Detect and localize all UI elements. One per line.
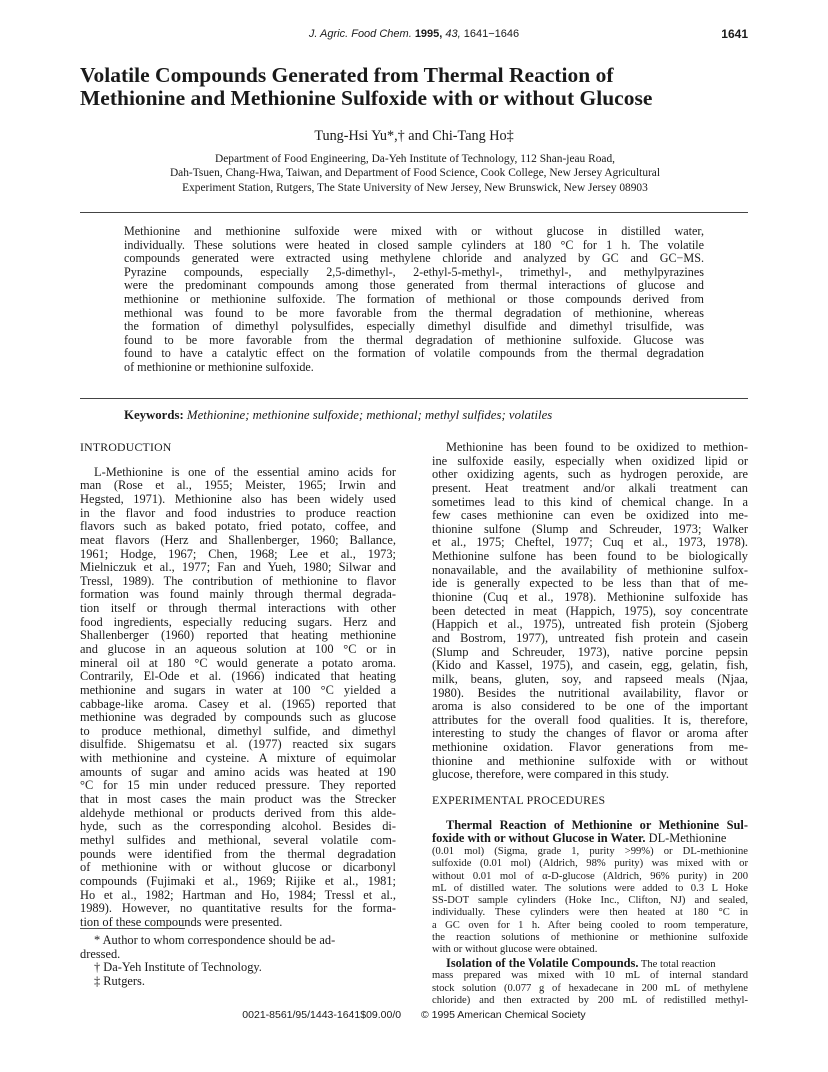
text-line: without 0.01 mol of α-D-glucose (Aldrich, 96% purity) in 200 bbox=[432, 870, 748, 882]
text-line: ide is generally expected to be less than that of me- bbox=[432, 576, 748, 591]
text-line: Shallenberger (1960) reported that heating methionine bbox=[80, 628, 396, 643]
text-line: been detected in meat (Happich, 1975), soy concentrate bbox=[432, 603, 748, 618]
abstract-line: the formation of dimethyl polysulfides, especially dimethyl disulfide and dimethyl trisulfide, was bbox=[124, 319, 704, 334]
text-line: few cases methionine can even be oxidized into me- bbox=[432, 508, 748, 523]
abstract-line: individually. These solutions were heated in closed sample cylinders at 180 °C for 1 h. The volatile bbox=[124, 237, 704, 252]
title-line: Volatile Compounds Generated from Thermal Reaction of bbox=[80, 63, 614, 87]
text-line: methionine and sugars in water at 100 °C yielded a bbox=[80, 682, 396, 697]
footnote-line: * Author to whom correspondence should be ad- bbox=[94, 933, 336, 947]
text-line: a GC oven for 1 h. After being cooled to room temperature, bbox=[432, 919, 748, 931]
abstract-line: Pyrazine compounds, especially 2,5-dimethyl-, 2-ethyl-5-methyl-, trimethyl-, and methylpyrazines bbox=[124, 264, 704, 279]
subsection-heading-thermal-reaction: Thermal Reaction of Methionine or Methionine Sul- bbox=[446, 817, 748, 832]
text-line: Methionine sulfone has been found to be biologically bbox=[432, 549, 748, 564]
journal-year: 1995, bbox=[414, 28, 443, 40]
journal-volume: 43, bbox=[445, 28, 461, 40]
text-line: L-Methionine is one of the essential amino acids for bbox=[94, 464, 396, 479]
text-line: flavors such as baked potato, fried potato, coffee, and bbox=[80, 519, 396, 534]
title-line: Methionine and Methionine Sulfoxide with or without Glucose bbox=[80, 86, 653, 110]
text-line: Hegsted, 1971). Methionine also has been widely used bbox=[80, 491, 396, 506]
text-line: interesting to study the changes of flavor or aroma after bbox=[432, 726, 748, 741]
text-line: compounds (Fujimaki et al., 1969; Rijike et al., 1981; bbox=[80, 873, 396, 888]
text-line: the reaction solutions of methionine or methionine sulfoxide bbox=[432, 932, 748, 944]
text-line: stock solution (0.077 g of hexadecane in 200 mL of methylene bbox=[432, 982, 748, 994]
keywords bbox=[124, 408, 724, 423]
abstract bbox=[124, 225, 704, 375]
text-line: aroma is also considered to be one of the important bbox=[432, 699, 748, 714]
text-line: Mielniczuk et al., 1977; Fan and Yueh, 1980; Silwar and bbox=[80, 560, 396, 575]
affiliation-line: Experiment Station, Rutgers, The State University of New Jersey, New Brunswick, New Jersey 08903 bbox=[182, 181, 648, 194]
journal-pages: 1641−1646 bbox=[463, 28, 520, 40]
text-line: milk, beans, gluten, soy, and rapseed meals (Njaa, bbox=[432, 671, 748, 686]
text-line: hyde, such as the corresponding alcohol. Besides di- bbox=[80, 819, 396, 834]
subsection-heading-line: foxide with or without Glucose in Water. DL-Methionine bbox=[432, 831, 727, 846]
text-line: chloride) and then extracted by 200 mL of redistilled methyl- bbox=[432, 994, 748, 1006]
subsection-heading-isolation: Isolation of the Volatile Compounds. The total reaction bbox=[446, 955, 716, 970]
keywords-label: Keywords: bbox=[124, 408, 184, 422]
text-line: amounts of sugar and amino acids was heated at 190 bbox=[80, 764, 396, 779]
text-line: in the flavor and food industries to produce reaction bbox=[80, 505, 396, 520]
text-line: mass prepared was mixed with 10 mL of internal standard bbox=[432, 970, 748, 982]
text-line: nonavailable, and the availability of methionine sulfox- bbox=[432, 562, 748, 577]
copyright-notice: © 1995 American Chemical Society bbox=[420, 1009, 586, 1021]
text-line: thionine sulfone (Slump and Schreuder, 1973; Walker bbox=[432, 521, 748, 536]
text-line: (Happich et al., 1975), untreated fish protein (Sjoberg bbox=[432, 617, 748, 632]
right-column bbox=[432, 441, 748, 1007]
abstract-line: methional was found to be more favorable from the thermal degradation of methionine, whereas bbox=[124, 305, 704, 320]
text-line: man (Rose et al., 1955; Meister, 1965; Irwin and bbox=[80, 478, 396, 493]
text-line: disulfide. Shigematsu et al. (1977) reacted six sugars bbox=[80, 737, 396, 752]
text-line: 1989). However, no quantitative results for the forma- bbox=[80, 901, 396, 916]
text-line: to produce methional, dimethyl sulfide, and dimethyl bbox=[80, 723, 396, 738]
text-line: methionine oxidation. Flavor generations from me- bbox=[432, 740, 748, 755]
abstract-line: of methionine or methionine sulfoxide. bbox=[124, 359, 314, 374]
section-heading-experimental: EXPERIMENTAL PROCEDURES bbox=[432, 793, 606, 808]
text-line: cabbage-like aroma. Casey et al. (1965) reported that bbox=[80, 696, 396, 711]
footnotes bbox=[80, 934, 396, 989]
text-line: tion itself or through thermal interactions with other bbox=[80, 601, 396, 616]
text-line: thionine and methionine sulfoxide with or without bbox=[432, 753, 748, 768]
text-line: °C for 15 min under reduced pressure. They reported bbox=[80, 778, 396, 793]
abstract-line: were the predominant compounds among those generated from thermal interactions of glucose and bbox=[124, 278, 704, 293]
text-line: that in most cases the main product was the Strecker bbox=[80, 792, 396, 807]
running-header bbox=[0, 28, 828, 40]
text-line: et al., 1975; Cheftel, 1977; Cuq et al., 1973, 1978). bbox=[432, 535, 748, 550]
text-line: individually. These cylinders were then heated at 180 °C in bbox=[432, 907, 748, 919]
journal-name: J. Agric. Food Chem. bbox=[308, 28, 412, 40]
page-footer bbox=[0, 1009, 828, 1021]
text-line: with or without glucose were obtained. bbox=[432, 944, 598, 956]
text-line: ine sulfoxide easily, especially when oxidized lipid or bbox=[432, 453, 748, 468]
text-line: attributes for the overall food qualities. It is, therefore, bbox=[432, 712, 748, 727]
page-number: 1641 bbox=[721, 27, 748, 41]
left-column bbox=[80, 441, 396, 929]
introduction-text bbox=[80, 466, 396, 930]
text-line: Ho et al., 1982; Hartman and Ho, 1984; Tressl et al., bbox=[80, 887, 396, 902]
affiliation-line: Department of Food Engineering, Da-Yeh Institute of Technology, 112 Shan-jeau Road, bbox=[214, 153, 615, 165]
text-line: aldehyde methional or products derived from this alde- bbox=[80, 805, 396, 820]
thermal-reaction-paragraph bbox=[432, 846, 748, 957]
footnote-line: dressed. bbox=[80, 946, 121, 961]
text-line: sulfoxide (0.01 mol) (Aldrich, 98% purity) was mixed with or bbox=[432, 858, 748, 870]
text-line: Methionine has been found to be oxidized to methion- bbox=[446, 440, 748, 454]
text-line: mineral oil at 180 °C would generate a potato aroma. bbox=[80, 655, 396, 670]
affiliation-line: Dah-Tsuen, Chang-Hwa, Taiwan, and Department of Food Science, Cook College, New Jersey Agricultural bbox=[169, 167, 661, 180]
abstract-line: found to be more favorable from the thermal degradation of methionine sulfoxide. Glucose was bbox=[124, 332, 704, 347]
abstract-line: Methionine and methionine sulfoxide were mixed with or without glucose in distilled water, bbox=[124, 224, 704, 238]
footnote-rule bbox=[80, 928, 185, 929]
text-line: SS-DOT sample cylinders (Hoke Inc., Clifton, NJ) and sealed, bbox=[432, 895, 748, 907]
abstract-line: compounds generated were extracted using methylene chloride and analyzed by GC and GC−MS. bbox=[124, 251, 704, 266]
text-line: thionine (Cuq et al., 1978). Methionine sulfoxide has bbox=[432, 590, 748, 605]
text-line: tion of these compounds were presented. bbox=[80, 914, 283, 929]
text-line: (Slump and Schreuder, 1973), native porcine pepsin bbox=[432, 644, 748, 659]
keywords-text: Methionine; methionine sulfoxide; methional; methyl sulfides; volatiles bbox=[186, 408, 553, 422]
methionine-oxidation-paragraph bbox=[432, 441, 748, 782]
text-line: with methionine and cysteine. A mixture of equimolar bbox=[80, 751, 396, 766]
text-line: formation was found mainly through thermal degrada- bbox=[80, 587, 396, 602]
abstract-bottom-rule bbox=[80, 398, 748, 399]
text-line: methionine was degraded by compounds such as glucose bbox=[80, 710, 396, 725]
footnote-line: ‡ Rutgers. bbox=[94, 973, 145, 988]
affiliations bbox=[90, 152, 740, 195]
text-line: Contrarily, El-Ode et al. (1966) indicated that heating bbox=[80, 669, 396, 684]
text-line: sometimes lead to this kind of chemical change. In a bbox=[432, 494, 748, 509]
section-heading-introduction: INTRODUCTION bbox=[80, 440, 172, 454]
text-line: meat flavors (Herz and Shallenberger, 1960; Ballance, bbox=[80, 532, 396, 547]
text-line: of methionine with or without glucose or dicarbonyl bbox=[80, 860, 396, 875]
article-code: 0021-8561/95/1443-1641$09.00/0 bbox=[242, 1009, 402, 1021]
text-line: glucose, therefore, were compared in this study. bbox=[432, 767, 669, 782]
text-line: and Bostrom, 1977), untreated fish protein and casein bbox=[432, 630, 748, 645]
text-line: 1980). Besides the nutritional availability, flavor or bbox=[432, 685, 748, 700]
abstract-top-rule bbox=[80, 212, 748, 213]
text-line: mL of distilled water. The solutions were added to 0.3 L Hoke bbox=[432, 882, 748, 894]
article-title bbox=[80, 64, 760, 110]
footnote-line: † Da-Yeh Institute of Technology. bbox=[94, 960, 262, 975]
text-line: present. Heat treatment and/or alkali treatment can bbox=[432, 480, 748, 495]
text-line: Tressl, 1989). The contribution of methionine to flavor bbox=[80, 573, 396, 588]
text-line: other oxidizing agents, such as hydrogen peroxide, are bbox=[432, 467, 748, 482]
text-line: 1961; Hodge, 1967; Chen, 1968; Lee et al., 1973; bbox=[80, 546, 396, 561]
abstract-line: methionine or methionine sulfoxide. The formation of methional or those compounds derived from bbox=[124, 291, 704, 306]
abstract-line: found to have a catalytic effect on the formation of volatile compounds from the thermal degradation bbox=[124, 346, 704, 361]
text-line: food ingredients, especially reducing sugars. Herz and bbox=[80, 614, 396, 629]
text-line: pounds were identified from the thermal degradation bbox=[80, 846, 396, 861]
text-line: (Kido and Kassel, 1975), and casein, egg, gelatin, fish, bbox=[432, 658, 748, 673]
text-line: methyl sulfides and methional, several volatile com- bbox=[80, 832, 396, 847]
text-line: and glucose in an aqueous solution at 100 °C or in bbox=[80, 641, 396, 656]
text-line: (0.01 mol) (Sigma, grade 1, purity >99%) or DL-methionine bbox=[432, 845, 748, 857]
author-list: Tung-Hsi Yu*,† and Chi-Tang Ho‡ bbox=[314, 128, 514, 144]
isolation-paragraph bbox=[432, 970, 748, 1007]
